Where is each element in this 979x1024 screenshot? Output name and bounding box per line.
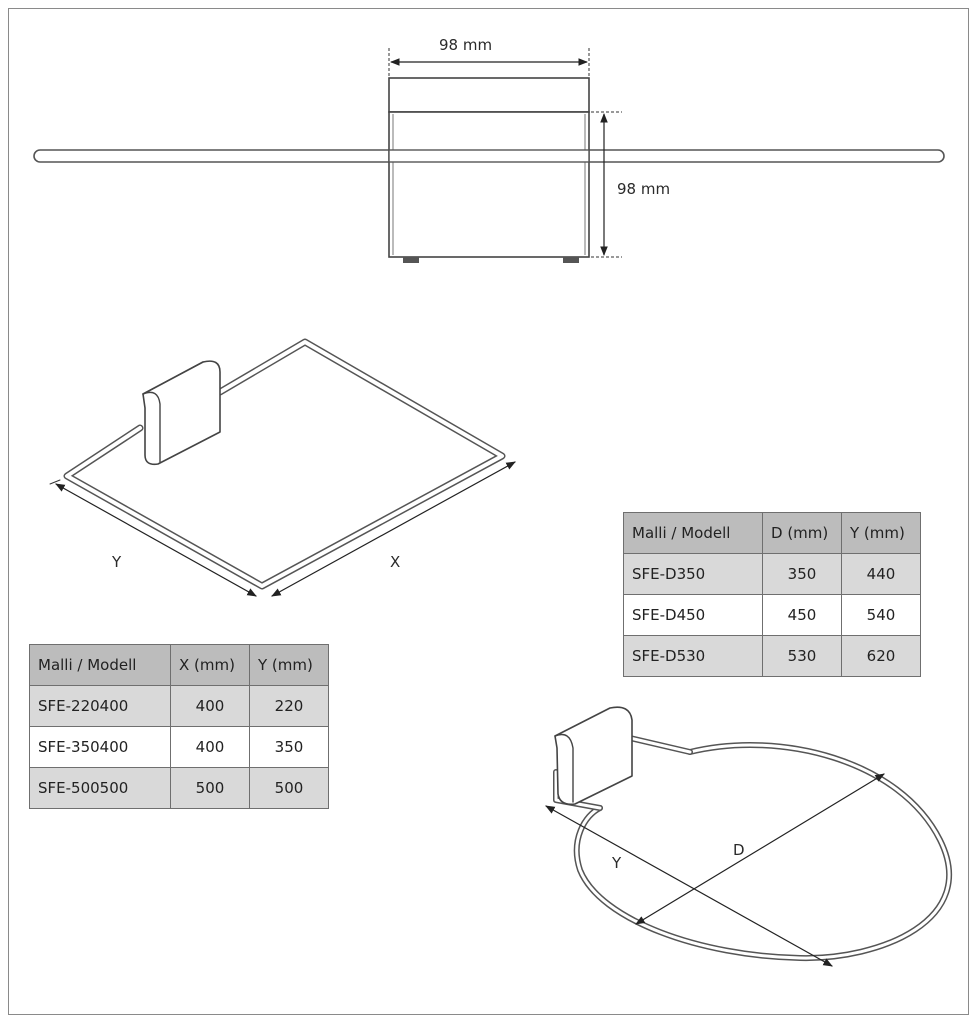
y-cell: 620: [842, 636, 921, 677]
column-header: D (mm): [763, 513, 842, 554]
rect-models-table: [29, 644, 329, 809]
table-row: [30, 686, 329, 727]
table-row: [624, 554, 921, 595]
column-header: Y (mm): [842, 513, 921, 554]
rect-x-label: X: [390, 553, 401, 571]
rect-x-dimension: [272, 462, 515, 596]
unit-body: [389, 112, 589, 257]
width-label: 98 mm: [439, 36, 493, 54]
y-cell: 220: [250, 686, 329, 727]
column-header: X (mm): [171, 645, 250, 686]
column-header: Y (mm): [250, 645, 329, 686]
table-header-row: [624, 513, 921, 554]
round-d-dimension: [636, 774, 884, 924]
table-row: [624, 595, 921, 636]
top-view: [34, 48, 944, 263]
model-cell: SFE-D530: [624, 636, 763, 677]
model-cell: SFE-D450: [624, 595, 763, 636]
d-cell: 530: [763, 636, 842, 677]
x-cell: 500: [171, 768, 250, 809]
column-header: Malli / Modell: [624, 513, 763, 554]
table-row: [624, 636, 921, 677]
round-d-label: D: [733, 841, 745, 859]
model-cell: SFE-D350: [624, 554, 763, 595]
x-cell: 400: [171, 686, 250, 727]
rect-y-label: Y: [112, 553, 122, 571]
unit-top-cap: [389, 78, 589, 112]
model-cell: SFE-220400: [30, 686, 171, 727]
y-cell: 350: [250, 727, 329, 768]
y-cell: 500: [250, 768, 329, 809]
round-frame-view: [546, 707, 949, 966]
y-cell: 440: [842, 554, 921, 595]
table-row: [30, 768, 329, 809]
x-cell: 400: [171, 727, 250, 768]
foot-right: [563, 257, 579, 263]
y-cell: 540: [842, 595, 921, 636]
rect-frame-outer: [67, 342, 502, 586]
round-y-label: Y: [612, 854, 622, 872]
rod-inner: [389, 150, 589, 162]
round-frame-ring: [577, 745, 949, 958]
table-row: [30, 727, 329, 768]
foot-left: [403, 257, 419, 263]
model-cell: SFE-350400: [30, 727, 171, 768]
table-header-row: [30, 645, 329, 686]
round-unit: [555, 707, 632, 804]
d-cell: 450: [763, 595, 842, 636]
d-cell: 350: [763, 554, 842, 595]
rect-y-dimension: [56, 484, 256, 596]
column-header: Malli / Modell: [30, 645, 171, 686]
rect-unit: [143, 361, 220, 464]
height-label: 98 mm: [617, 180, 671, 198]
round-models-table: [623, 512, 921, 677]
model-cell: SFE-500500: [30, 768, 171, 809]
